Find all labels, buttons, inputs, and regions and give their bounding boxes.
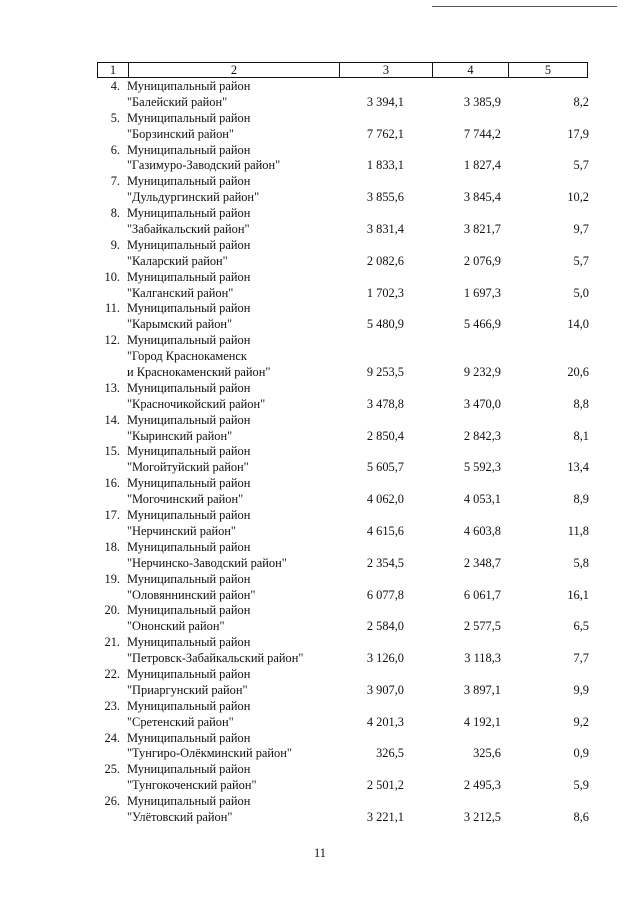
row-line [0,524,640,540]
value-col-4: 3 821,7 [463,222,501,237]
header-col-2: 2 [129,63,340,77]
district-name: "Сретенский район" [127,714,234,729]
row-line [0,635,640,651]
row-number: 18. [104,539,120,554]
table-row [0,635,640,667]
row-line [0,174,640,190]
district-name: Муниципальный район [127,110,251,125]
table-body [0,79,640,826]
row-number: 26. [104,794,120,809]
row-line [0,301,640,317]
district-name: Муниципальный район [127,269,251,284]
district-name: Муниципальный район [127,412,251,427]
row-number: 12. [104,333,120,348]
row-line [0,254,640,270]
row-line [0,270,640,286]
row-line [0,444,640,460]
row-line [0,158,640,174]
district-name: Муниципальный район [127,142,251,157]
district-name: Муниципальный район [127,730,251,745]
value-col-4: 5 592,3 [463,460,501,475]
value-col-5: 8,9 [573,492,589,507]
table-row [0,762,640,794]
value-col-4: 6 061,7 [463,587,501,602]
value-col-5: 5,0 [573,285,589,300]
district-name: "Красночикойский район" [127,396,266,411]
row-line [0,317,640,333]
row-number: 10. [104,269,120,284]
district-name: "Могойтуйский район" [127,460,249,475]
row-line [0,476,640,492]
district-name: Муниципальный район [127,174,251,189]
value-col-5: 16,1 [567,587,589,602]
district-name: "Карымский район" [127,317,233,332]
row-number: 25. [104,762,120,777]
row-number: 23. [104,698,120,713]
table-row [0,603,640,635]
table-row [0,540,640,572]
value-col-4: 3 118,3 [464,651,501,666]
district-name: "Калганский район" [127,285,234,300]
table-row [0,667,640,699]
row-number: 16. [104,476,120,491]
row-line [0,397,640,413]
row-number: 11. [104,301,120,316]
value-col-4: 3 470,0 [463,396,501,411]
row-line [0,95,640,111]
district-name: "Город Краснокаменск [127,349,247,364]
value-col-5: 5,9 [573,778,589,793]
row-line [0,731,640,747]
value-col-5: 6,5 [573,619,589,634]
value-col-3: 2 082,6 [366,253,404,268]
table-row [0,143,640,175]
value-col-4: 2 577,5 [463,619,501,634]
district-name: "Газимуро-Заводский район" [127,158,281,173]
table-row [0,301,640,333]
value-col-4: 7 744,2 [463,126,501,141]
value-col-3: 3 478,8 [366,396,404,411]
district-name: "Оловяннинский район" [127,587,256,602]
table-row [0,79,640,111]
district-name: Муниципальный район [127,698,251,713]
row-line [0,381,640,397]
value-col-4: 4 603,8 [463,523,501,538]
district-name: "Забайкальский район" [127,222,250,237]
value-col-5: 8,6 [573,809,589,824]
value-col-3: 6 077,8 [366,587,404,602]
value-col-3: 2 354,5 [366,555,404,570]
row-line [0,349,640,365]
district-name: Муниципальный район [127,539,251,554]
value-col-4: 4 192,1 [463,714,501,729]
header-col-5: 5 [544,63,552,77]
row-line [0,715,640,731]
value-col-4: 9 232,9 [463,365,501,380]
row-line [0,127,640,143]
district-name: Муниципальный район [127,508,251,523]
row-line [0,746,640,762]
value-col-5: 10,2 [567,190,589,205]
table-row [0,508,640,540]
value-col-4: 4 053,1 [463,492,501,507]
value-col-5: 11,8 [567,523,589,538]
value-col-5: 9,2 [573,714,589,729]
value-col-3: 4 201,3 [366,714,404,729]
table-row [0,206,640,238]
value-col-4: 3 845,4 [463,190,501,205]
row-line [0,286,640,302]
row-line [0,667,640,683]
district-name: "Нерчинско-Заводский район" [127,555,287,570]
value-col-3: 326,5 [376,746,404,761]
row-line [0,333,640,349]
district-name: Муниципальный район [127,237,251,252]
district-name: Муниципальный район [127,635,251,650]
district-name: "Балейский район" [127,94,228,109]
row-number: 4. [110,79,120,93]
row-line [0,778,640,794]
row-line [0,190,640,206]
header-col-1: 1 [98,63,129,77]
row-line [0,508,640,524]
row-line [0,699,640,715]
table-row [0,238,640,270]
row-line [0,651,640,667]
value-col-3: 3 126,0 [366,651,404,666]
table-row [0,333,640,381]
value-col-5: 17,9 [567,126,589,141]
table-row [0,444,640,476]
table-row [0,174,640,206]
row-line [0,206,640,222]
row-number: 20. [104,603,120,618]
table-header [97,62,588,78]
value-col-4: 5 466,9 [463,317,501,332]
district-name: Муниципальный район [127,794,251,809]
row-line [0,794,640,810]
district-name: Муниципальный район [127,79,251,93]
table-row [0,413,640,445]
value-col-4: 1 827,4 [463,158,501,173]
district-name: "Ононский район" [127,619,225,634]
value-col-5: 9,7 [573,222,589,237]
row-number: 17. [104,508,120,523]
district-name: "Могочинский район" [127,492,244,507]
row-line [0,810,640,826]
row-line [0,588,640,604]
district-name: "Кыринский район" [127,428,233,443]
row-line [0,429,640,445]
value-col-5: 7,7 [573,651,589,666]
row-line [0,365,640,381]
district-name: "Тунгиро-Олёкминский район" [127,746,292,761]
value-col-3: 4 062,0 [366,492,404,507]
value-col-3: 2 850,4 [366,428,404,443]
row-number: 8. [110,206,120,221]
row-line [0,143,640,159]
row-line [0,572,640,588]
value-col-3: 2 501,2 [366,778,404,793]
district-name: Муниципальный район [127,603,251,618]
value-col-3: 3 855,6 [366,190,404,205]
row-number: 21. [104,635,120,650]
row-number: 6. [110,142,120,157]
value-col-4: 2 348,7 [463,555,501,570]
value-col-5: 8,8 [573,396,589,411]
row-line [0,683,640,699]
value-col-3: 7 762,1 [366,126,404,141]
district-name: Муниципальный район [127,666,251,681]
value-col-4: 325,6 [473,746,501,761]
value-col-5: 8,1 [573,428,589,443]
value-col-5: 9,9 [573,682,589,697]
page-number: 11 [314,846,326,860]
value-col-3: 3 907,0 [366,682,404,697]
district-name: Муниципальный район [127,762,251,777]
row-line [0,540,640,556]
table-row [0,794,640,826]
row-line [0,413,640,429]
value-col-5: 5,7 [573,253,589,268]
row-line [0,460,640,476]
row-line [0,111,640,127]
row-line [0,603,640,619]
district-name: "Петровск-Забайкальский район" [127,651,304,666]
value-col-5: 5,7 [573,158,589,173]
value-col-5: 8,2 [573,94,589,109]
district-name: Муниципальный район [127,380,251,395]
value-col-3: 9 253,5 [366,365,404,380]
value-col-3: 1 833,1 [366,158,404,173]
value-col-4: 2 842,3 [463,428,501,443]
table-row [0,476,640,508]
district-name: "Борзинский район" [127,126,234,141]
district-name: Муниципальный район [127,333,251,348]
value-col-4: 3 212,5 [463,809,501,824]
district-name: "Улётовский район" [127,809,233,824]
value-col-5: 14,0 [567,317,589,332]
district-name: "Дульдургинский район" [127,190,260,205]
row-number: 14. [104,412,120,427]
value-col-3: 1 702,3 [366,285,404,300]
row-line [0,222,640,238]
header-col-4: 4 [433,63,509,77]
district-name: "Приаргунский район" [127,682,248,697]
table-row [0,111,640,143]
top-rule [432,6,617,7]
row-number: 13. [104,380,120,395]
value-col-3: 3 221,1 [366,809,404,824]
value-col-5: 20,6 [567,365,589,380]
value-col-3: 5 480,9 [366,317,404,332]
row-number: 15. [104,444,120,459]
value-col-4: 3 897,1 [463,682,501,697]
value-col-5: 5,8 [573,555,589,570]
district-name: Муниципальный район [127,206,251,221]
row-line [0,556,640,572]
table-row [0,699,640,731]
district-name: Муниципальный район [127,301,251,316]
district-name: и Краснокаменский район" [127,365,271,380]
district-name: Муниципальный район [127,476,251,491]
row-line [0,238,640,254]
district-name: "Нерчинский район" [127,523,236,538]
district-name: Муниципальный район [127,444,251,459]
row-line [0,762,640,778]
district-name: Муниципальный район [127,571,251,586]
value-col-4: 3 385,9 [463,94,501,109]
table-row [0,270,640,302]
header-col-3: 3 [340,63,433,77]
value-col-4: 1 697,3 [463,285,501,300]
row-line [0,79,640,95]
value-col-4: 2 495,3 [463,778,501,793]
value-col-4: 2 076,9 [463,253,501,268]
value-col-3: 5 605,7 [366,460,404,475]
row-number: 7. [110,174,120,189]
row-number: 5. [110,110,120,125]
district-name: "Каларский район" [127,253,228,268]
row-number: 19. [104,571,120,586]
table-row [0,731,640,763]
row-number: 24. [104,730,120,745]
row-number: 22. [104,666,120,681]
value-col-3: 3 394,1 [366,94,404,109]
value-col-3: 3 831,4 [366,222,404,237]
district-name: "Тунгокоченский район" [127,778,257,793]
value-col-5: 0,9 [573,746,589,761]
table-row [0,381,640,413]
value-col-5: 13,4 [567,460,589,475]
value-col-3: 2 584,0 [366,619,404,634]
value-col-3: 4 615,6 [366,523,404,538]
row-line [0,619,640,635]
row-number: 9. [110,237,120,252]
row-line [0,492,640,508]
table-row [0,572,640,604]
